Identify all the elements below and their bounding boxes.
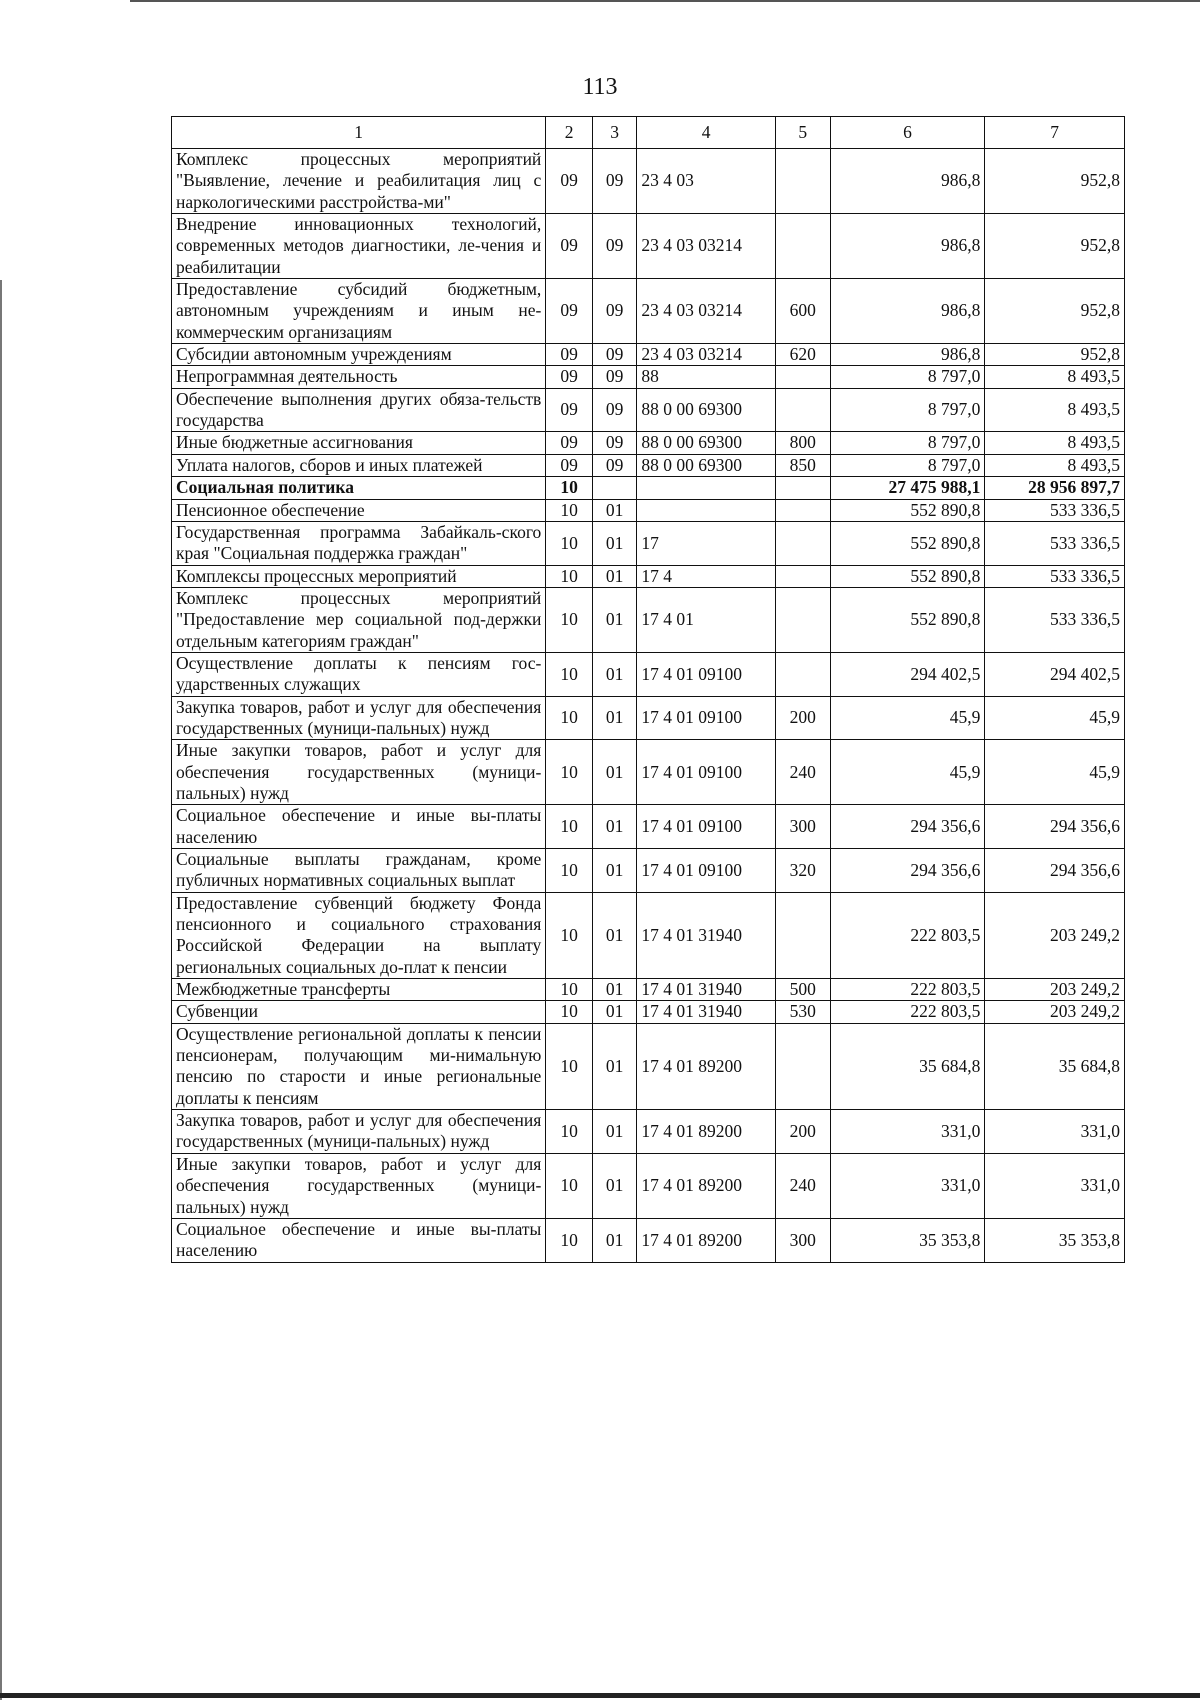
amount-year2-cell: 952,8 xyxy=(985,279,1125,344)
subsection-code-cell: 01 xyxy=(592,1218,637,1262)
row-name-cell: Социальная политика xyxy=(172,477,546,499)
subsection-code-cell: 01 xyxy=(592,1110,637,1154)
amount-year1-cell: 294 356,6 xyxy=(830,849,985,893)
target-article-cell: 17 4 01 09100 xyxy=(637,849,776,893)
expense-type-cell: 600 xyxy=(775,279,830,344)
table-row xyxy=(172,849,1125,893)
header-cell: 3 xyxy=(592,117,637,149)
expense-type-cell: 240 xyxy=(775,1153,830,1218)
subsection-code-cell: 01 xyxy=(592,696,637,740)
row-name-cell: Иные закупки товаров, работ и услуг для обеспечения государственных (муници-пальных) нужд xyxy=(172,740,546,805)
subsection-code-cell: 09 xyxy=(592,344,637,366)
section-code-cell: 10 xyxy=(546,696,593,740)
row-name-cell: Субвенции xyxy=(172,1001,546,1023)
amount-year1-cell: 986,8 xyxy=(830,344,985,366)
row-name-cell: Комплекс процессных мероприятий "Предоставление мер социальной под-держки отдельным категориям граждан" xyxy=(172,587,546,652)
subsection-code-cell: 09 xyxy=(592,149,637,214)
section-code-cell: 10 xyxy=(546,521,593,565)
row-name-cell: Государственная программа Забайкаль-ского края "Социальная поддержка граждан" xyxy=(172,521,546,565)
target-article-cell: 88 0 00 69300 xyxy=(637,454,776,476)
section-code-cell: 09 xyxy=(546,149,593,214)
section-code-cell: 10 xyxy=(546,1218,593,1262)
amount-year1-cell: 552 890,8 xyxy=(830,521,985,565)
amount-year1-cell: 222 803,5 xyxy=(830,892,985,978)
row-name-cell: Закупка товаров, работ и услуг для обеспечения государственных (муници-пальных) нужд xyxy=(172,1110,546,1154)
target-article-cell: 17 xyxy=(637,521,776,565)
target-article-cell: 17 4 01 09100 xyxy=(637,740,776,805)
table-row xyxy=(172,892,1125,978)
header-cell: 6 xyxy=(830,117,985,149)
row-name-cell: Предоставление субвенций бюджету Фонда пенсионного и социального страхования Российской Федерации на выплату региональных социальных до-плат к пенсии xyxy=(172,892,546,978)
amount-year2-cell: 952,8 xyxy=(985,149,1125,214)
amount-year2-cell: 533 336,5 xyxy=(985,565,1125,587)
section-code-cell: 10 xyxy=(546,499,593,521)
section-code-cell: 10 xyxy=(546,1001,593,1023)
row-name-cell: Осуществление доплаты к пенсиям гос-ударственных служащих xyxy=(172,652,546,696)
target-article-cell: 23 4 03 03214 xyxy=(637,344,776,366)
header-cell: 7 xyxy=(985,117,1125,149)
amount-year1-cell: 986,8 xyxy=(830,149,985,214)
amount-year1-cell: 35 353,8 xyxy=(830,1218,985,1262)
row-name-cell: Иные бюджетные ассигнования xyxy=(172,432,546,454)
amount-year2-cell: 952,8 xyxy=(985,344,1125,366)
expense-type-cell: 240 xyxy=(775,740,830,805)
target-article-cell: 23 4 03 xyxy=(637,149,776,214)
expense-type-cell xyxy=(775,366,830,388)
target-article-cell: 17 4 01 89200 xyxy=(637,1023,776,1109)
header-row xyxy=(172,117,1125,149)
scan-edge-top xyxy=(130,0,1200,2)
expense-type-cell: 530 xyxy=(775,1001,830,1023)
target-article-cell: 17 4 01 31940 xyxy=(637,1001,776,1023)
amount-year2-cell: 203 249,2 xyxy=(985,979,1125,1001)
table-row xyxy=(172,1218,1125,1262)
section-code-cell: 10 xyxy=(546,1110,593,1154)
row-name-cell: Субсидии автономным учреждениям xyxy=(172,344,546,366)
section-code-cell: 10 xyxy=(546,1023,593,1109)
target-article-cell xyxy=(637,477,776,499)
row-name-cell: Предоставление субсидий бюджетным, автономным учреждениям и иным не-коммерческим организациям xyxy=(172,279,546,344)
amount-year1-cell: 552 890,8 xyxy=(830,565,985,587)
row-name-cell: Закупка товаров, работ и услуг для обеспечения государственных (муници-пальных) нужд xyxy=(172,696,546,740)
table-row xyxy=(172,499,1125,521)
subsection-code-cell: 01 xyxy=(592,979,637,1001)
scan-edge-left xyxy=(0,280,2,1700)
amount-year1-cell: 331,0 xyxy=(830,1110,985,1154)
expense-type-cell: 320 xyxy=(775,849,830,893)
table-row xyxy=(172,477,1125,499)
amount-year1-cell: 986,8 xyxy=(830,214,985,279)
scan-edge-bottom xyxy=(0,1693,1200,1698)
amount-year2-cell: 294 402,5 xyxy=(985,652,1125,696)
amount-year2-cell: 8 493,5 xyxy=(985,432,1125,454)
target-article-cell: 17 4 01 89200 xyxy=(637,1110,776,1154)
amount-year1-cell: 35 684,8 xyxy=(830,1023,985,1109)
subsection-code-cell: 01 xyxy=(592,892,637,978)
target-article-cell: 17 4 01 31940 xyxy=(637,892,776,978)
amount-year2-cell: 8 493,5 xyxy=(985,366,1125,388)
row-name-cell: Социальное обеспечение и иные вы-платы населению xyxy=(172,805,546,849)
expense-type-cell xyxy=(775,499,830,521)
target-article-cell: 17 4 01 xyxy=(637,587,776,652)
header-cell: 2 xyxy=(546,117,593,149)
subsection-code-cell: 09 xyxy=(592,366,637,388)
table-row xyxy=(172,652,1125,696)
row-name-cell: Комплекс процессных мероприятий "Выявление, лечение и реабилитация лиц с наркологическими расстройства-ми" xyxy=(172,149,546,214)
expense-type-cell xyxy=(775,477,830,499)
page-number: 113 xyxy=(582,74,618,100)
amount-year2-cell: 952,8 xyxy=(985,214,1125,279)
subsection-code-cell xyxy=(592,477,637,499)
table-row xyxy=(172,1110,1125,1154)
target-article-cell: 17 4 01 09100 xyxy=(637,805,776,849)
amount-year2-cell: 203 249,2 xyxy=(985,892,1125,978)
amount-year2-cell: 331,0 xyxy=(985,1110,1125,1154)
table-row xyxy=(172,1023,1125,1109)
amount-year2-cell: 8 493,5 xyxy=(985,388,1125,432)
section-code-cell: 10 xyxy=(546,587,593,652)
amount-year2-cell: 294 356,6 xyxy=(985,805,1125,849)
table-row xyxy=(172,521,1125,565)
expense-type-cell xyxy=(775,521,830,565)
amount-year1-cell: 27 475 988,1 xyxy=(830,477,985,499)
expense-type-cell: 200 xyxy=(775,1110,830,1154)
section-code-cell: 09 xyxy=(546,432,593,454)
subsection-code-cell: 01 xyxy=(592,499,637,521)
table-row xyxy=(172,454,1125,476)
amount-year2-cell: 331,0 xyxy=(985,1153,1125,1218)
expense-type-cell xyxy=(775,1023,830,1109)
table-row xyxy=(172,344,1125,366)
expense-type-cell xyxy=(775,652,830,696)
target-article-cell: 17 4 01 09100 xyxy=(637,696,776,740)
target-article-cell: 23 4 03 03214 xyxy=(637,214,776,279)
target-article-cell: 88 xyxy=(637,366,776,388)
subsection-code-cell: 01 xyxy=(592,587,637,652)
expense-type-cell: 620 xyxy=(775,344,830,366)
amount-year2-cell: 294 356,6 xyxy=(985,849,1125,893)
row-name-cell: Осуществление региональной доплаты к пенсии пенсионерам, получающим ми-нимальную пенсию по старости и иные региональные доплаты к пенсиям xyxy=(172,1023,546,1109)
amount-year2-cell: 533 336,5 xyxy=(985,521,1125,565)
row-name-cell: Социальное обеспечение и иные вы-платы населению xyxy=(172,1218,546,1262)
amount-year2-cell: 28 956 897,7 xyxy=(985,477,1125,499)
row-name-cell: Пенсионное обеспечение xyxy=(172,499,546,521)
amount-year1-cell: 8 797,0 xyxy=(830,366,985,388)
table-row xyxy=(172,565,1125,587)
header-cell: 4 xyxy=(637,117,776,149)
amount-year1-cell: 986,8 xyxy=(830,279,985,344)
row-name-cell: Уплата налогов, сборов и иных платежей xyxy=(172,454,546,476)
section-code-cell: 10 xyxy=(546,652,593,696)
table-row xyxy=(172,696,1125,740)
table-row xyxy=(172,388,1125,432)
subsection-code-cell: 01 xyxy=(592,740,637,805)
header-cell: 1 xyxy=(172,117,546,149)
target-article-cell: 17 4 01 09100 xyxy=(637,652,776,696)
section-code-cell: 09 xyxy=(546,454,593,476)
subsection-code-cell: 09 xyxy=(592,388,637,432)
amount-year2-cell: 533 336,5 xyxy=(985,587,1125,652)
amount-year2-cell: 35 353,8 xyxy=(985,1218,1125,1262)
target-article-cell: 17 4 01 89200 xyxy=(637,1218,776,1262)
target-article-cell: 88 0 00 69300 xyxy=(637,432,776,454)
section-code-cell: 10 xyxy=(546,477,593,499)
amount-year1-cell: 222 803,5 xyxy=(830,979,985,1001)
section-code-cell: 09 xyxy=(546,344,593,366)
table-row xyxy=(172,279,1125,344)
expense-type-cell xyxy=(775,388,830,432)
target-article-cell: 17 4 01 31940 xyxy=(637,979,776,1001)
amount-year2-cell: 203 249,2 xyxy=(985,1001,1125,1023)
table-row xyxy=(172,979,1125,1001)
table-row xyxy=(172,214,1125,279)
row-name-cell: Непрограммная деятельность xyxy=(172,366,546,388)
expense-type-cell: 300 xyxy=(775,805,830,849)
amount-year1-cell: 45,9 xyxy=(830,696,985,740)
amount-year1-cell: 294 402,5 xyxy=(830,652,985,696)
budget-table xyxy=(171,116,1125,1263)
section-code-cell: 10 xyxy=(546,740,593,805)
section-code-cell: 09 xyxy=(546,214,593,279)
table-row xyxy=(172,1001,1125,1023)
row-name-cell: Обеспечение выполнения других обяза-тельств государства xyxy=(172,388,546,432)
subsection-code-cell: 09 xyxy=(592,432,637,454)
section-code-cell: 09 xyxy=(546,388,593,432)
expense-type-cell: 300 xyxy=(775,1218,830,1262)
amount-year2-cell: 45,9 xyxy=(985,740,1125,805)
table-row xyxy=(172,740,1125,805)
section-code-cell: 10 xyxy=(546,1153,593,1218)
target-article-cell: 88 0 00 69300 xyxy=(637,388,776,432)
subsection-code-cell: 09 xyxy=(592,279,637,344)
expense-type-cell xyxy=(775,149,830,214)
amount-year1-cell: 8 797,0 xyxy=(830,388,985,432)
subsection-code-cell: 01 xyxy=(592,805,637,849)
subsection-code-cell: 01 xyxy=(592,565,637,587)
amount-year1-cell: 8 797,0 xyxy=(830,454,985,476)
table-row xyxy=(172,587,1125,652)
row-name-cell: Социальные выплаты гражданам, кроме публичных нормативных социальных выплат xyxy=(172,849,546,893)
subsection-code-cell: 01 xyxy=(592,521,637,565)
subsection-code-cell: 09 xyxy=(592,214,637,279)
target-article-cell: 23 4 03 03214 xyxy=(637,279,776,344)
expense-type-cell xyxy=(775,214,830,279)
target-article-cell xyxy=(637,499,776,521)
expense-type-cell: 850 xyxy=(775,454,830,476)
subsection-code-cell: 01 xyxy=(592,1153,637,1218)
section-code-cell: 10 xyxy=(546,565,593,587)
expense-type-cell xyxy=(775,565,830,587)
section-code-cell: 10 xyxy=(546,979,593,1001)
expense-type-cell: 200 xyxy=(775,696,830,740)
amount-year2-cell: 35 684,8 xyxy=(985,1023,1125,1109)
target-article-cell: 17 4 xyxy=(637,565,776,587)
expense-type-cell: 500 xyxy=(775,979,830,1001)
amount-year1-cell: 222 803,5 xyxy=(830,1001,985,1023)
section-code-cell: 10 xyxy=(546,805,593,849)
amount-year1-cell: 331,0 xyxy=(830,1153,985,1218)
table-row xyxy=(172,1153,1125,1218)
row-name-cell: Комплексы процессных мероприятий xyxy=(172,565,546,587)
header-cell: 5 xyxy=(775,117,830,149)
table-row xyxy=(172,432,1125,454)
amount-year1-cell: 8 797,0 xyxy=(830,432,985,454)
subsection-code-cell: 01 xyxy=(592,1001,637,1023)
table-row xyxy=(172,149,1125,214)
section-code-cell: 09 xyxy=(546,279,593,344)
subsection-code-cell: 01 xyxy=(592,849,637,893)
table-row xyxy=(172,805,1125,849)
section-code-cell: 10 xyxy=(546,892,593,978)
target-article-cell: 17 4 01 89200 xyxy=(637,1153,776,1218)
row-name-cell: Межбюджетные трансферты xyxy=(172,979,546,1001)
amount-year2-cell: 45,9 xyxy=(985,696,1125,740)
expense-type-cell xyxy=(775,892,830,978)
amount-year2-cell: 533 336,5 xyxy=(985,499,1125,521)
section-code-cell: 10 xyxy=(546,849,593,893)
expense-type-cell: 800 xyxy=(775,432,830,454)
row-name-cell: Иные закупки товаров, работ и услуг для обеспечения государственных (муници-пальных) нужд xyxy=(172,1153,546,1218)
section-code-cell: 09 xyxy=(546,366,593,388)
subsection-code-cell: 09 xyxy=(592,454,637,476)
expense-type-cell xyxy=(775,587,830,652)
amount-year2-cell: 8 493,5 xyxy=(985,454,1125,476)
amount-year1-cell: 552 890,8 xyxy=(830,499,985,521)
subsection-code-cell: 01 xyxy=(592,1023,637,1109)
amount-year1-cell: 45,9 xyxy=(830,740,985,805)
amount-year1-cell: 294 356,6 xyxy=(830,805,985,849)
subsection-code-cell: 01 xyxy=(592,652,637,696)
amount-year1-cell: 552 890,8 xyxy=(830,587,985,652)
table-row xyxy=(172,366,1125,388)
row-name-cell: Внедрение инновационных технологий, современных методов диагностики, ле-чения и реабилитации xyxy=(172,214,546,279)
